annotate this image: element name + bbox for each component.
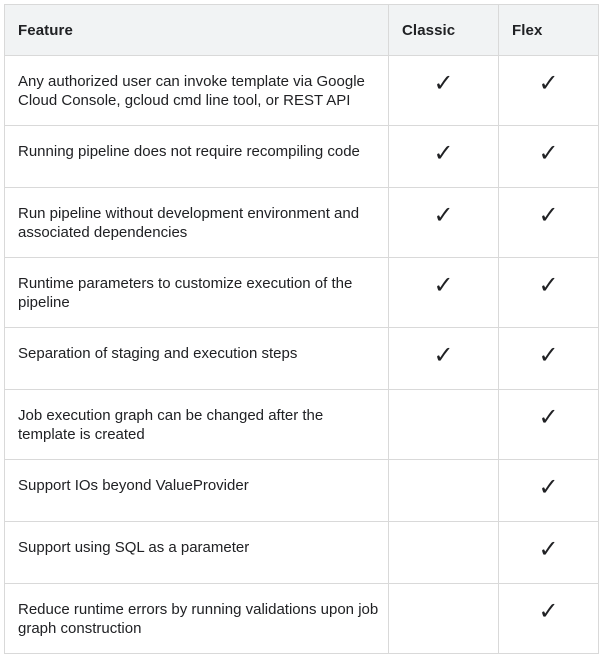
- feature-cell: Support IOs beyond ValueProvider: [5, 460, 389, 522]
- feature-cell: Job execution graph can be changed after the template is created: [5, 390, 389, 460]
- classic-empty-cell: [389, 390, 499, 460]
- feature-cell: Support using SQL as a parameter: [5, 522, 389, 584]
- header-classic: Classic: [389, 5, 499, 56]
- table-body: [5, 56, 599, 654]
- classic-check-icon: ✓: [389, 328, 499, 390]
- header-flex: Flex: [499, 5, 599, 56]
- classic-check-icon: ✓: [389, 56, 499, 126]
- flex-check-icon: ✓: [499, 188, 599, 258]
- classic-empty-cell: [389, 460, 499, 522]
- flex-check-icon: ✓: [499, 522, 599, 584]
- flex-check-icon: ✓: [499, 390, 599, 460]
- classic-check-icon: ✓: [389, 188, 499, 258]
- table-row: [5, 56, 599, 126]
- classic-empty-cell: [389, 584, 499, 654]
- feature-cell: Run pipeline without development environment and associated dependencies: [5, 188, 389, 258]
- table-row: [5, 188, 599, 258]
- flex-check-icon: ✓: [499, 56, 599, 126]
- flex-check-icon: ✓: [499, 584, 599, 654]
- header-row: [5, 5, 599, 56]
- header-feature: Feature: [5, 5, 389, 56]
- flex-check-icon: ✓: [499, 328, 599, 390]
- classic-empty-cell: [389, 522, 499, 584]
- table-header: [5, 5, 599, 56]
- flex-check-icon: ✓: [499, 258, 599, 328]
- comparison-table-container: [4, 4, 598, 654]
- flex-check-icon: ✓: [499, 126, 599, 188]
- table-row: [5, 522, 599, 584]
- flex-check-icon: ✓: [499, 460, 599, 522]
- table-row: [5, 126, 599, 188]
- feature-cell: Reduce runtime errors by running validations upon job graph construction: [5, 584, 389, 654]
- table-row: [5, 584, 599, 654]
- table-row: [5, 460, 599, 522]
- table-row: [5, 390, 599, 460]
- feature-cell: Running pipeline does not require recompiling code: [5, 126, 389, 188]
- feature-cell: Runtime parameters to customize execution of the pipeline: [5, 258, 389, 328]
- table-row: [5, 328, 599, 390]
- feature-cell: Separation of staging and execution steps: [5, 328, 389, 390]
- classic-check-icon: ✓: [389, 258, 499, 328]
- feature-cell: Any authorized user can invoke template via Google Cloud Console, gcloud cmd line tool, or REST API: [5, 56, 389, 126]
- feature-comparison-table: [4, 4, 599, 654]
- classic-check-icon: ✓: [389, 126, 499, 188]
- table-row: [5, 258, 599, 328]
